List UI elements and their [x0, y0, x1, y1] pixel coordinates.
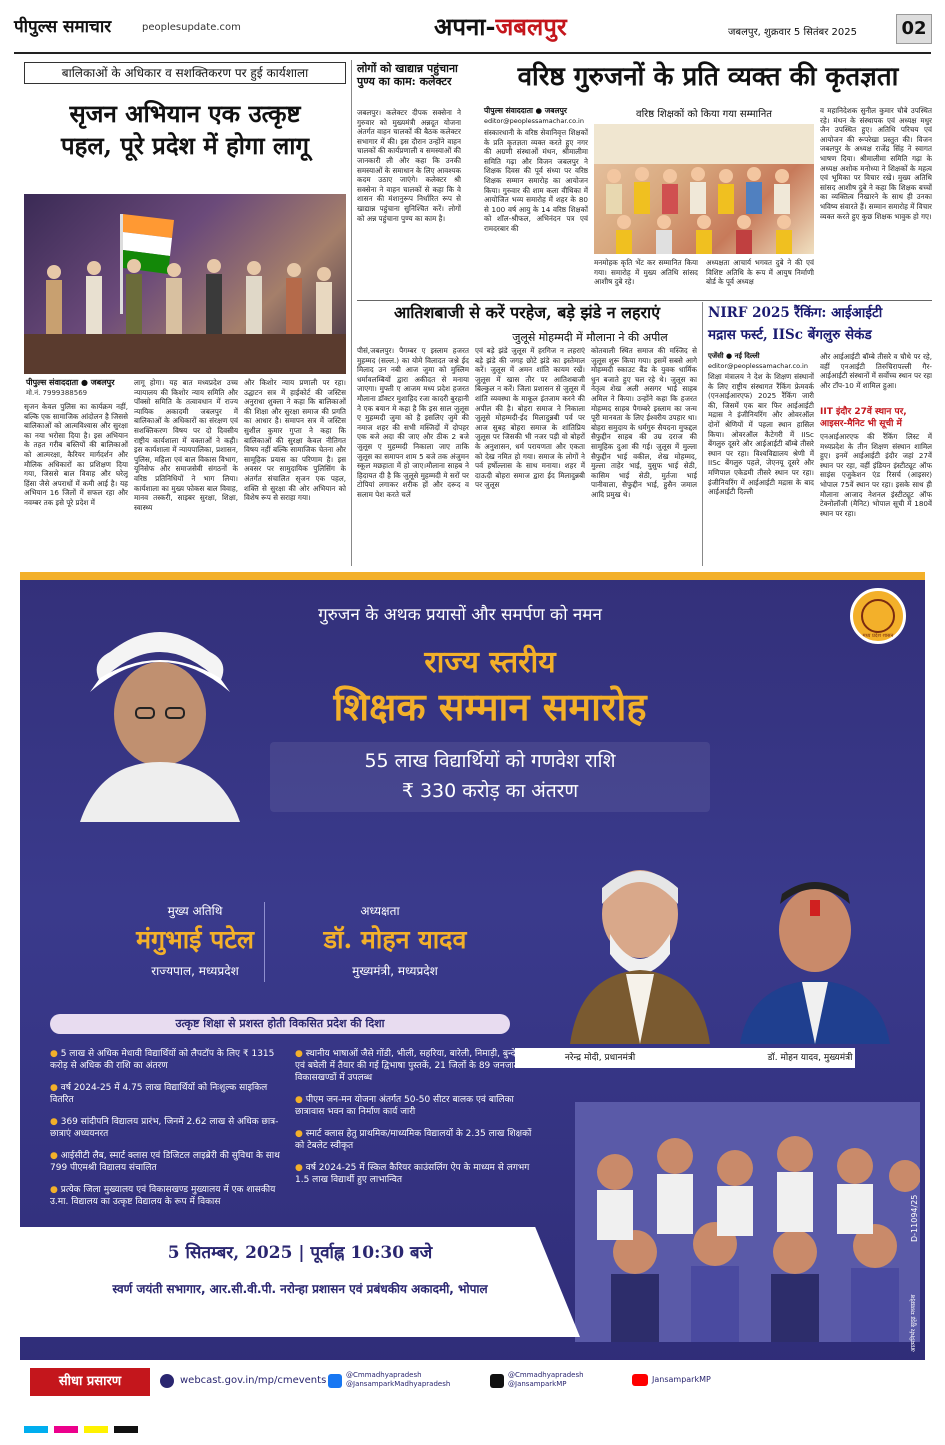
- children-photo: [575, 1102, 920, 1342]
- ad-title-line2: शिक्षक सम्मान समारोह: [333, 684, 647, 729]
- ad-highlight-line2: ₹ 330 करोड़ का अंतरण: [401, 780, 579, 802]
- cm-caption: डॉ. मोहन यादव, मुख्यमंत्री: [767, 1053, 853, 1063]
- x-handles[interactable]: @Cmmadhyapradesh @JansamparkMP: [508, 1371, 584, 1388]
- website[interactable]: peoplesupdate.com: [142, 22, 241, 33]
- story5-headline: [708, 302, 934, 346]
- story5-subhead-line1: IIT इंदौर 27वें स्थान पर,: [820, 407, 907, 417]
- cyan-swatch: [24, 1426, 48, 1433]
- story5-headline-line2: मद्रास फर्स्ट, IISc बेंगलुरु सेकंड: [708, 327, 872, 343]
- story1-col1: सृजन केवल पुलिस का कार्यक्रम नहीं, बल्कि एक सामाजिक आंदोलन है जिससे बालिकाओं को आत्मविश्वास और सुरक्षा का नया भरोसा दिया है। इस अभियान के तहत गरीब बस्तियों की बालिकाओं को आत्मरक्षा, कैरियर मार्गदर्शन और मौलिक अधिकारों का प्रशिक्षण दिया गया, जिससे बाल विवाह और घरेलू हिंसा जैसे अपराधों में कमी आई है। यह अभियान 16 जिलों में सफल रहा और नवम्बर तक इसे पूरे प्रदेश में: [24, 402, 128, 507]
- live-label1: सीधा: [58, 1374, 83, 1389]
- dateline: जबलपुर, शुक्रवार 5 सितंबर 2025: [728, 27, 857, 38]
- ad-title-line1: राज्य स्तरीय: [424, 645, 556, 680]
- story4-col2: एवं बड़े झंडे जुलूस में हरगिज न लहराएं बड़े झंडे की जगह छोटे झंडे का इस्तेमाल करें। जुलूस में अमन शांति कायम रखें। जुलूस में खास तौर पर आतिशबाजी बिल्कुल न करें। जिला प्रशासन से जुलूस में शांति व्यवस्था के माकूल इंतजाम करने की अपील की है। बोहरा समाज ने निकाला जुलूसे मोहम्मदी-ईद मिलादुन्नबी पर्व पर आज सुबह बोहरा समाज के शांतिप्रिय जुलूस पर जिसकी भी नजर पड़ी वो बोहरों के अनुशासन, धर्म परायणता और एकता को देख नमित हो गया। समाज के लोगों ने पर्व हर्षोल्लास के साथ मनाया। शहर में दाऊदी बोहरा समाज द्वारा ईद मिलादुन्नबी पर जुलूस: [475, 346, 585, 490]
- story3-caption: वरिष्ठ शिक्षकों को किया गया सम्मानित: [636, 109, 772, 120]
- story4-col3: कोतवाली स्थित समाज की मस्जिद से जुलूस शुरू किया गया। इसमें सबसे आगे मोहम्मदी स्काउट बैंड के युवक धार्मिक धुन बजाते हुए चल रहे थे। जुलूस का नेतृत्व शेख अली असगर भाई साहब अमिल ने किया। उन्होंने कहा कि हजरत मोहम्मद साहब पैगम्बरे इस्लाम का जन्म पूरी मानवता के लिए ईश्वरीय उपहार था। बोहरा समुदाय के धर्मगुरु सैयदना मुफद्दल सैफुद्दीन साहब की उम्र दराज की सामूहिक दुआ की गई। जुलूस में मुल्ला सैफुद्दीन भाई वकील, शेख मोहम्मद, मुल्ला ताहेर भाई, युसुफ भाई सेठी, कासिम भाई सेठी, मुर्तजा भाई पानीवाला, सैफुद्दीन भाई, हुसैन जमाल आदि प्रमुख थे।: [591, 346, 697, 499]
- magenta-swatch: [54, 1426, 78, 1433]
- story1-headline: [24, 98, 346, 162]
- story5-col1: शिक्षा मंत्रालय ने देश के शिक्षण संस्थानों के लिए राष्ट्रीय संस्थागत रैंकिंग फ्रेमवर्क (एनआईआरएफ) 2025 रैंकिंग जारी की, जिसमें एक बार फिर आईआईटी मद्रास ने इंजीनियरिंग और ओवरऑल दोनों श्रेणियों में पहला स्थान हासिल किया। ओवरऑल कैटेगरी में IISc बेंगलुरु दूसरे और आईआईटी बॉम्बे तीसरे स्थान पर रहा। विश्वविद्यालय श्रेणी में IISc बेंगलुरु पहले, जेएनयू दूसरे और मणिपाल एकेडमी तीसरे स्थान पर रहा। इंजीनियरिंग में आईआईटी मद्रास के बाद आईआईटी दिल्ली: [708, 372, 814, 497]
- ad-top-line: गुरुजन के अथक प्रयासों और समर्पण को नमन: [318, 605, 602, 625]
- ad-highlight-box: [270, 742, 710, 812]
- bullet-item: ● वर्ष 2024-25 में 4.75 लाख विद्यार्थियों को निःशुल्क साइकिल वितरित: [50, 1082, 290, 1106]
- chief-guest-name: मंगुभाई पटेल: [136, 925, 254, 954]
- pm-caption: नरेन्द्र मोदी, प्रधानमंत्री: [564, 1053, 636, 1063]
- ad-venue: स्वर्ण जयंती सभागार, आर.सी.वी.पी. नरोन्हा प्रशासन एवं प्रबंधकीय अकादमी, भोपाल: [112, 1282, 488, 1296]
- story2-headline: लोगों को खाद्यान्न पहुंचाना पुण्य का काम: कलेक्टर: [357, 62, 458, 88]
- title-part: अपना-: [434, 12, 496, 41]
- story4-headline: आतिशबाजी से करें परहेज, बड़े झंडे न लहराएं: [393, 303, 661, 322]
- page-title: [434, 10, 567, 43]
- column-divider-2: [702, 302, 703, 566]
- header-rule: [14, 52, 931, 54]
- ad-issuer: मध्यप्रदेश जनसम्पर्क द्वारा जारी: [24, 1265, 31, 1332]
- webcast-icon: [160, 1374, 174, 1388]
- yellow-swatch: [84, 1426, 108, 1433]
- story1-headline-line2: पहल, पूरे प्रदेश में होगा लागू: [61, 131, 309, 160]
- stage-performance-image: [24, 194, 346, 374]
- story5-subhead: [820, 406, 932, 430]
- bullet-item: ● 369 सांदीपनि विद्यालय प्रारंभ, जिनमें 2.62 लाख से अधिक छात्र-छात्राएं अध्ययनरत: [50, 1116, 290, 1140]
- story1-photo: [24, 194, 346, 374]
- story5-byline: एजेंसी ● नई दिल्ली: [708, 352, 760, 360]
- story1-kicker: बालिकाओं के अधिकार व सशक्तिकरण पर हुई कार्यशाला: [24, 62, 346, 84]
- bullet-item: ● स्मार्ट क्लास हेतु प्राथमिक/माध्यमिक विद्यालयों के 2.35 लाख शिक्षकों को टेबलेट स्वीकृत: [295, 1128, 535, 1152]
- mp-seal-icon: [850, 588, 906, 644]
- ad-tagline: उत्कृष्ट शिक्षा से प्रशस्त होती विकसित प्रदेश की दिशा: [50, 1014, 510, 1034]
- chair-label: अध्यक्षता: [360, 904, 400, 918]
- story5-col2: और आईआईटी बॉम्बे तीसरे व चौथे पर रहे, वहीं एनआईटी तिरुचिरापल्ली गैर-आईआईटी संस्थानों में सर्वोच्च स्थान पर रहा और टॉप-10 में शामिल हुआ।: [820, 352, 932, 390]
- live-badge: [30, 1368, 150, 1396]
- story3-photo: [594, 124, 814, 254]
- story3-byline: पीपुल्स संवाददाता ● जबलपुर: [484, 106, 567, 115]
- x-icon: [490, 1374, 504, 1388]
- webcast-link[interactable]: webcast.gov.in/mp/cmevents: [180, 1375, 327, 1386]
- cm-photo: [730, 864, 900, 1044]
- youtube-icon: [632, 1374, 648, 1386]
- story1-byline: पीपुल्स संवाददाता ● जबलपुर: [26, 378, 115, 387]
- bullet-item: ● आईसीटी लैब, स्मार्ट क्लास एवं डिजिटल लाइब्रेरी की सुविधा के साथ 799 पीएमश्री विद्यालय संचालित: [50, 1150, 290, 1174]
- story5-email[interactable]: editor@peoplessamachar.co.in: [708, 362, 808, 370]
- chief-guest-label: मुख्य अतिथि: [167, 904, 223, 918]
- ad-top-band: [20, 572, 925, 580]
- story1-mobile: मो.नं. 7999388569: [26, 389, 88, 397]
- black-swatch: [114, 1426, 138, 1433]
- bullets-right: [295, 1048, 535, 1186]
- chief-guest-role: राज्यपाल, मध्यप्रदेश: [151, 964, 239, 978]
- newspaper-name: पीपुल्स समाचार: [14, 17, 112, 37]
- facebook-handles[interactable]: @Cmmadhyapradesh @JansamparkMadhyapradesh: [346, 1371, 451, 1388]
- story1-col2: लागू होगा। यह बात मध्यप्रदेश उच्च न्यायालय की किशोर न्याय समिति और पॉक्सो समिति के तत्वावधान में राज्य न्यायिक अकादमी जबलपुर में बालिकाओं के अधिकारों का संरक्षण एवं सशक्तिकरण विषय पर दो दिवसीय राष्ट्रीय कार्यशाला में वक्ताओं ने कही। इस कार्यशाला में न्यायपालिका, प्रशासन, पुलिस, महिला एवं बाल विकास विभाग, यूनिसेफ और समाजसेवी संगठनों के वरिष्ठ प्रतिनिधियों ने भाग लिया। कार्यशाला का मुख्य फोकस बाल विवाह, मानव तस्करी, साइबर सुरक्षा, शिक्षा, स्वास्थ्य: [134, 378, 238, 512]
- ad-highlight-line1: 55 लाख विद्यार्थियों को गणवेश राशि: [364, 750, 616, 772]
- story3-col4: व महानिदेशक सुनील कुमार चौबे उपस्थित रहे। मंथन के संस्थापक एवं अध्यक्ष मधुर जैन उपस्थित हुए। अतिथि परिचय एवं आयोजन की रूपरेखा प्रस्तुत की। विजन जबलपुर के अध्यक्ष राजेंद्र सिंह ने स्वागत भाषण दिया। श्रीमालीमा समिति गढ़ा के अध्यक्ष अशोक मनोध्या ने शिक्षकों के महत्व एवं भूमिका पर विचार रखे। मुख्य अतिथि सांसद आशीष दुबे ने कहा कि शिक्षक बच्चों का व्यक्तित्व निखारने के साथ ही उनका भविष्य संवारते हैं। सम्मान समारोह में विचार व्यक्त करते हुए कुछ शिक्षक भावुक हो गए।: [820, 106, 932, 221]
- story5-headline-line1: NIRF 2025 रैंकिंग: आईआईटी: [708, 305, 883, 321]
- chair-name: डॉ. मोहन यादव: [323, 925, 467, 954]
- bullets-left: [50, 1048, 290, 1208]
- bullet-item: ● पीएम जन-मन योजना अंतर्गत 50-50 सीटर बालक एवं बालिका छात्रावास भवन का निर्माण कार्य जारी: [295, 1094, 535, 1118]
- bullet-item: ● स्थानीय भाषाओं जैसे गोंडी, भीली, सहरिया, बारेली, निमाड़ी, बुन्देली एवं बघेली में तैयार की गई द्विभाषा पुस्तकें, 21 जिलों के 89 जनजातीय विकासखण्डों में उपलब्ध: [295, 1048, 535, 1084]
- chair-role: मुख्यमंत्री, मध्यप्रदेश: [352, 964, 438, 978]
- pm-photo: [560, 844, 720, 1044]
- ad-code: D-11094/25: [910, 1194, 919, 1242]
- bullet-item: ● 5 लाख से अधिक मेधावी विद्यार्थियों को लैपटॉप के लिए ₹ 1315 करोड़ से अधिक की राशि का अंतरण: [50, 1048, 290, 1072]
- advertisement: [20, 572, 925, 1405]
- story2-body: जबलपुर। कलेक्टर दीपक सक्सेना ने गुरुवार को मुख्यमंत्री अन्नदूत योजना अंतर्गत वाहन चालकों की बैठक कलेक्टर सभागार में की। इस दौरान उन्होंने वाहन चालकों की कार्यप्रणाली व समस्याओं की जानकारी ली और कहा कि उनकी समस्याओं के समाधान के लिए आवश्यक कदम उठाए जाएंगे। कलेक्टर श्री सक्सेना ने वाहन चालकों से कहा कि वे शासन की मंशानुरूप निर्धारित रूप से खाद्यान्न पहुंचाना सुनिश्चित करें। लोगों को अन्न पहुंचाना पुण्य का काम है।: [357, 108, 461, 223]
- section-rule: [357, 300, 932, 301]
- story4-subheadline: जुलूसे मोहम्मदी में मौलाना ने की अपील: [512, 331, 668, 344]
- column-divider: [351, 60, 352, 566]
- guest-divider: [264, 902, 265, 982]
- story3-headline: वरिष्ठ गुरुजनों के प्रति व्यक्त की कृतज्ञता: [517, 62, 899, 92]
- ad-date-time: 5 सितम्बर, 2025 | पूर्वाह्न 10:30 बजे: [167, 1243, 433, 1263]
- story5-subhead-line2: आइसर-मैनिट भी सूची में: [820, 419, 902, 429]
- ad-side-slogan: आत्मनिर्भर सुदृढ़ मध्यप्रदेश: [910, 1294, 917, 1352]
- story4-col1: पीसं,जबलपुर। पैगम्बर ए इस्लाम हजरत मुहम्मद (सल्ल.) का योमे विलादत जश्ने ईद मिलाद उन नबी आज जुमा को मुस्लिम धर्मावलम्बियों द्वारा अकीदत से मनाया जाएगा। मुफ्ती ए आजम मध्य प्रदेश हजरत मौलाना डॉक्टर मुशाहिद रजा कादरी बुरहानी ने एक बयान मे कहा है कि इस साल जुलूस ए मुहम्मदी जुमा को है इसलिए जुमे की नमाज शहर की सभी मस्जिदों में दोपहर एक बजे अदा की जाए और ठीक 2 बजे जुलूस ए मुहम्मदी निकाला जाए ताकि जुलूस का समापन शाम 5 बजे तक अंजुमन स्कूल मछहाता में हो जाए।मौलाना साहब ने हिदायत दी है कि जुलूसे मुहम्मदी मे सरों पर टोपियां लगाकर शरीक हों और दरूद व सलाम पेश करते चलें: [357, 346, 469, 499]
- story3-col3: अध्यक्षता आचार्य भगवत दुबे ने की एवं विशिष्ट अतिथि के रूप में आयुष निर्माणी बोर्ड के पूर्व अध्यक्ष: [706, 258, 814, 287]
- youtube-handle[interactable]: JansamparkMP: [652, 1375, 711, 1384]
- page-number: 02: [896, 14, 932, 44]
- live-label2: प्रसारण: [86, 1374, 122, 1389]
- title-city: जबलपुर: [495, 12, 567, 41]
- seal-text: मध्य प्रदेश शासन: [862, 633, 894, 639]
- story5-col3: एनआईआरएफ की रैंकिंग लिस्ट में मध्यप्रदेश के तीन शिक्षण संस्थान शामिल हुए। इनमें आईआईटी इंदौर जहां 27वें स्थान पर रहा, वहीं इंडियन इंस्टीट्यूट ऑफ साइंस एजुकेशन एंड रिसर्च (आइसर) भोपाल 75वें स्थान पर रहा। इसके साथ ही मौलाना आजाद नेशनल इंस्टीट्यूट ऑफ टेक्नोलॉजी (मैनिट) भोपाल सूची में 180वें स्थान पर रहा।: [820, 432, 932, 518]
- story3-col1: संस्कारधानी के वरिष्ठ सेवानिवृत्त शिक्षकों के प्रति कृतज्ञता व्यक्त करते हुए नगर की अग्रणी संस्थाओं मंथन, श्रीमालीमा समिति गढ़ा और विजन जबलपुर ने शिक्षक दिवस की पूर्व संध्या पर वरिष्ठ शिक्षक सम्मान समारोह का आयोजन किया। गुरुवार की शाम कला वीथिका में आयोजित भव्य समारोह में शहर के 80 से 100 वर्ष आयु के 14 वरिष्ठ शिक्षकों को शॉल-श्रीफल, अभिनंदन पत्र एवं रामदरबार की: [484, 128, 588, 233]
- teachers-honour-image: [594, 124, 814, 254]
- story3-email[interactable]: editor@peoplessamachar.co.in: [484, 117, 584, 125]
- page-header: [0, 0, 945, 50]
- facebook-icon: [328, 1374, 342, 1388]
- story3-col2: मनमोहक कृति भेंट कर सम्मानित किया गया। समारोह में मुख्य अतिथि सांसद आशीष दुबे रहे।: [594, 258, 698, 287]
- story1-col3: और किशोर न्याय प्रणाली पर रहा। उद्घाटन सत्र में हाईकोर्ट की जस्टिस अनुराधा शुक्ला ने कहा कि बालिकाओं की शिक्षा और सुरक्षा समाज की प्रगति का आधार है। समापन सत्र में जस्टिस सुशील कुमार गुप्ता ने कहा कि बालिकाओं की सुरक्षा केवल नीतिगत विषय नहीं बल्कि सामाजिक चेतना और सामूहिक प्रयास का परिणाम है। इस अवसर पर सामुदायिक पुलिसिंग के अंतर्गत संचालित सृजन एक पहल, शक्ति से सुरक्षा की ओर अभियान को विशेष रूप से सराहा गया।: [244, 378, 346, 503]
- bullet-item: ● प्रत्येक जिला मुख्यालय एवं विकासखण्ड मुख्यालय में एक शासकीय उ.मा. विद्यालय का उत्कृष्ट विद्यालय के रूप में विकास: [50, 1184, 290, 1208]
- bullet-item: ● वर्ष 2024-25 में स्किल कैरियर काउंसलिंग ऐप के माध्यम से लगभग 1.5 लाख विद्यार्थी हुए लाभान्वित: [295, 1162, 535, 1186]
- print-registration-marks: [24, 1418, 924, 1428]
- story1-headline-line1: सृजन अभियान एक उत्कृष्ट: [69, 99, 301, 128]
